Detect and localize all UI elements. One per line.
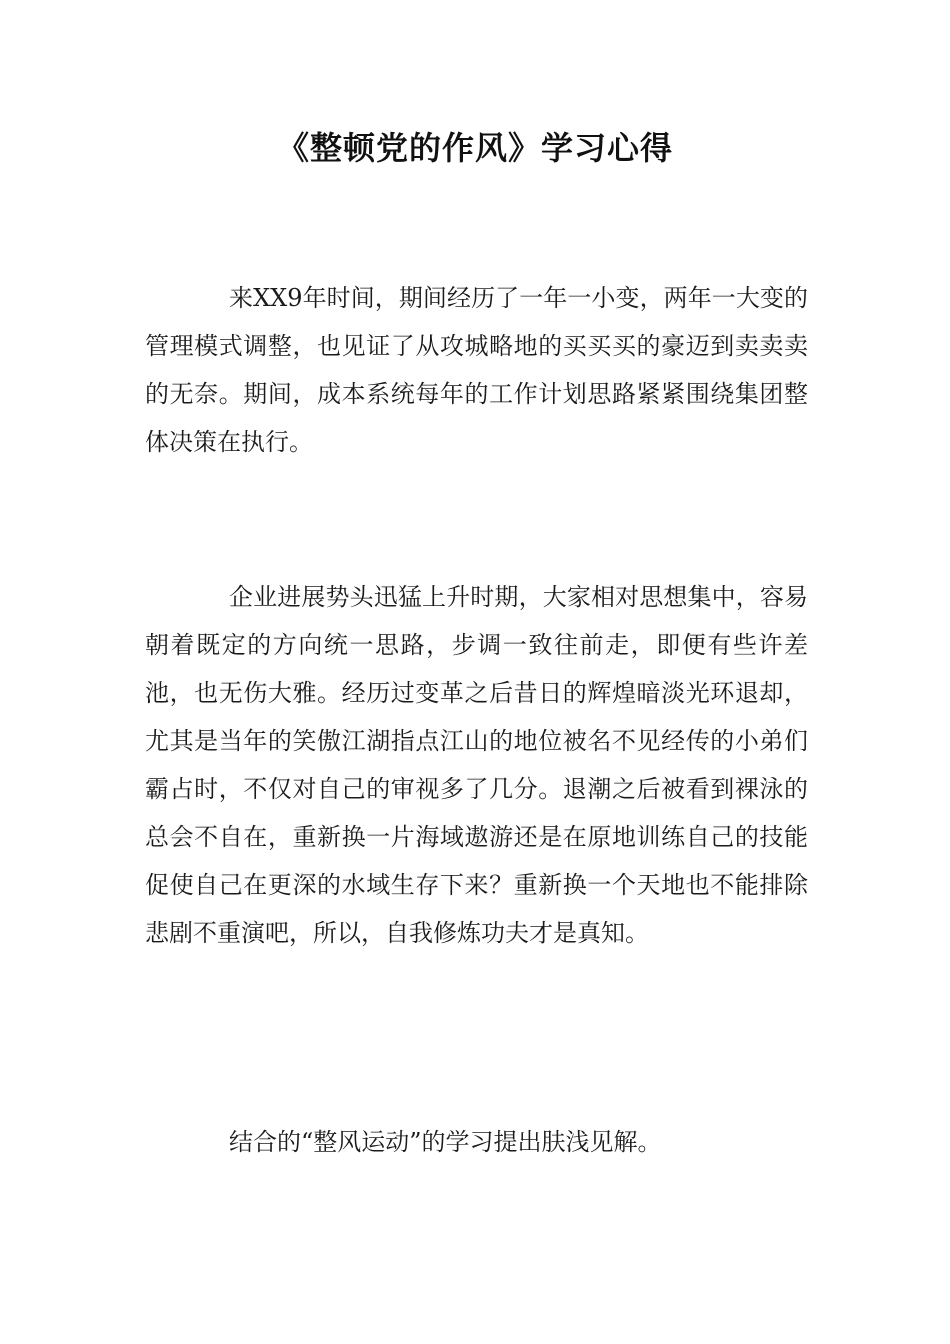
paragraph-3: 结合的“整风运动”的学习提出肤浅见解。 <box>229 1128 662 1156</box>
paragraph-1: 来XX9年时间，期间经历了一年一小变，两年一大变的管理模式调整，也见证了从攻城略地的买买买的豪迈到卖卖卖的无奈。期间，成本系统每年的工作计划思路紧紧围绕集团整体决策在执行。 <box>145 284 808 456</box>
document-title: 《整顿党的作风》学习心得 <box>276 129 673 167</box>
paragraph-2: 企业进展势头迅猛上升时期，大家相对思想集中，容易朝着既定的方向统一思路，步调一致往前走，即便有些许差池，也无伤大雅。经历过变革之后昔日的辉煌暗淡光环退却，尤其是当年的笑傲江湖指点江山的地位被名不见经传的小弟们霸占时，不仅对自己的审视多了几分。退潮之后被看到裸泳的总会不自在，重新换一片海域遨游还是在原地训练自己的技能促使自己在更深的水域生存下来？重新换一个天地也不能排除悲剧不重演吧，所以，自我修炼功夫才是真知。 <box>145 583 808 947</box>
